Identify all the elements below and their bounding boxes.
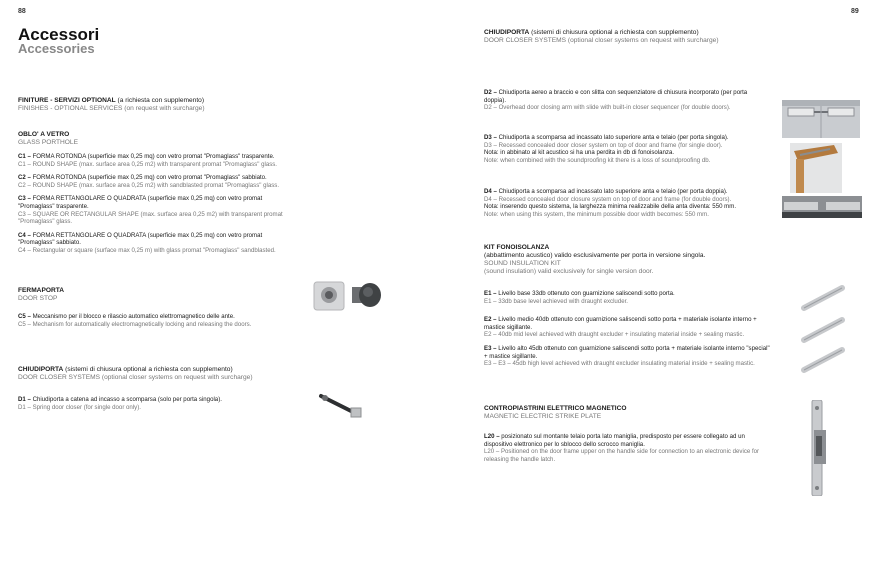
oblo-section: [18, 131, 290, 255]
e3-code: E3 –: [484, 344, 497, 352]
d2-en: D2 – Overhead door closing arm with slide with built-in closer sequencer (for double doors).: [484, 104, 731, 112]
contropiastrini-heading: CONTROPIASTRINI ELETTRICO MAGNETICO: [484, 405, 627, 412]
d3-en: D3 – Recessed concealed door closer system on top of door and frame (for single door).: [484, 141, 723, 149]
d4-note-en: Note: when using this system, the minimum possible door width becomes: 550 mm.: [484, 210, 709, 218]
d3-item: [484, 134, 766, 164]
kit-heading-en: SOUND INSULATION KIT: [484, 260, 561, 267]
oblo-item-code: C4 –: [18, 231, 31, 239]
finiture-section: [18, 97, 298, 113]
oblo-item-en: C4 – Rectangular or square (surface max 0,25 m) with glass promat "Promaglass" sandblasted.: [18, 246, 276, 254]
fermaporta-item-en: C5 – Mechanism for automatically electromagnetically locking and releasing the doors.: [18, 320, 252, 328]
door-stop-image: [312, 279, 384, 313]
d3-it: Chiudiporta a scomparsa ad incassato lato superiore anta e telaio (per porta singola).: [496, 134, 729, 141]
e2-code: E2 –: [484, 316, 497, 324]
page-title: Accessori: [18, 25, 100, 44]
e2-it: Livello medio 40db ottenuto con guarnizione saliscendi sotto porta + materiale isolante interno + mastice sigillante.: [484, 316, 757, 331]
d4-item: [484, 188, 774, 218]
chiudiporta-heading-left: [18, 366, 318, 374]
oblo-item-it: FORMA RETTANGOLARE O QUADRATA (superficie max 0,25 mq) con vetro promat "Promaglass" trasparente.: [18, 195, 263, 210]
oblo-item-en: C2 – ROUND SHAPE (max. surface area 0,25 m2) with sandblasted promat "Promaglass" glass.: [18, 181, 280, 189]
l20-en: L20 – Positioned on the door frame upper on the handle side for connection to an electronic device for releasing the handle latch.: [484, 448, 760, 463]
page-number-right: 89: [851, 8, 859, 15]
oblo-item-it: FORMA ROTONDA (superficie max 0,25 mq) con vetro promat "Promaglass" sabbiato.: [30, 174, 267, 182]
d3-note-en: Note: when combined with the soundproofing kit there is a loss of soundproofing db.: [484, 156, 711, 164]
seal-e1-image: [800, 284, 846, 312]
kit-heading-en2: (sound insulation) valid exclusively for single version door.: [484, 268, 654, 275]
d1-it: Chiudiporta a catena ad incasso a scomparsa (solo per porta singola).: [30, 396, 222, 403]
oblo-item: [18, 174, 290, 189]
oblo-item: [18, 195, 290, 225]
oblo-item-code: C2 –: [18, 174, 31, 182]
e1-it: Livello base 33db ottenuto con guarnizione saliscendi sotto porta.: [496, 290, 675, 297]
chiudiporta-left-section: [18, 366, 318, 411]
fermaporta-heading: FERMAPORTA: [18, 287, 65, 294]
e3-en: E3 – E3 – 45db high level achieved with draught excluder insulating material inside + sealing mastic.: [484, 360, 755, 368]
chiudiporta-right-section: [484, 29, 784, 45]
contropiastrini-section: [484, 405, 762, 463]
kit-heading-it2: (abbattimento acustico) valido esclusivamente per porta in versione singola.: [484, 252, 706, 259]
d2-code: D2 –: [484, 89, 497, 96]
d2-item: [484, 89, 766, 112]
kit-heading: KIT FONOISOLANZA: [484, 244, 550, 251]
oblo-item: [18, 153, 290, 168]
fermaporta-section: [18, 287, 298, 328]
oblo-heading-en: GLASS PORTHOLE: [18, 139, 78, 146]
d1-code: D1 –: [18, 396, 31, 403]
contropiastrini-heading-en: MAGNETIC ELECTRIC STRIKE PLATE: [484, 413, 602, 420]
oblo-item-it: FORMA ROTONDA (superficie max 0,25 mq) con vetro promat "Promaglass" trasparente.: [30, 153, 275, 160]
spring-closer-image: [317, 392, 365, 420]
oblo-item-code: C3 –: [18, 195, 31, 203]
oblo-item: [18, 232, 290, 255]
chiudiporta-heading-en-left: DOOR CLOSER SYSTEMS (optional closer systems on request with surcharge): [18, 374, 253, 381]
d3-code: D3 –: [484, 134, 497, 141]
oblo-item-code: C1 –: [18, 153, 31, 160]
d4-code: D4 –: [484, 188, 497, 195]
e1-code: E1 –: [484, 290, 497, 297]
d3-note-it: Nota: in abbinato al kit acustico si ha una perdita in db di fonoisolanza.: [484, 149, 675, 157]
chiudiporta-heading-bold: CHIUDIPORTA: [18, 366, 64, 373]
oblo-item-en: C3 – SQUARE OR RECTANGULAR SHAPE (max. surface area 0,25 m2) with transparent promat "Promaglass" glass.: [18, 210, 283, 226]
oblo-item-en: C1 – ROUND SHAPE (max. surface area 0,25 m2) with transparent promat "Promaglass" glass.: [18, 160, 278, 168]
e3-it: Livello alto 45db ottenuto con guarnizione saliscendi sotto porta + materiale isolante interno "special" + mastice sigillante.: [484, 344, 770, 360]
oblo-heading: OBLO' A VETRO: [18, 131, 70, 138]
overhead-closer-image: [782, 100, 860, 138]
l20-code: L20 –: [484, 433, 500, 440]
finiture-heading-en: FINISHES - OPTIONAL SERVICES (on request with surcharge): [18, 105, 205, 112]
page-number-left: 88: [18, 8, 26, 15]
kit-section: [484, 244, 774, 368]
d2-it: Chiudiporta aereo a braccio e con slitta con sequenziatore di chiusura incorporato (per porta doppia).: [484, 89, 748, 104]
concealed-double-closer-image: [782, 196, 862, 218]
e2-en: E2 – 40db mid level achieved with draught excluder + insulating material inside + sealing mastic.: [484, 331, 745, 339]
finiture-heading: [18, 97, 298, 105]
d1-en: D1 – Spring door closer (for single door only).: [18, 403, 141, 411]
finiture-heading-rest: (a richiesta con supplemento): [115, 97, 205, 104]
finiture-heading-bold: FINITURE - SERVIZI OPTIONAL: [18, 97, 116, 104]
d4-en: D4 – Recessed concealed door closure system on top of door and frame (for double doors).: [484, 195, 732, 203]
chiudiporta-heading-rest-right: (sistemi di chiusura optional a richiesta con supplemento): [529, 29, 699, 36]
e1-en: E1 – 33db base level achieved with draught excluder.: [484, 297, 628, 305]
l20-it: posizionato sul montante telaio porta lato maniglia, predisposto per essere collegato ad un dispositivo elettronico per lo sblocco dello scrocco maniglia.: [484, 433, 745, 448]
fermaporta-item-it: Meccanismo per il blocco e rilascio automatico elettromagnetico delle ante.: [30, 313, 235, 320]
chiudiporta-heading-rest: (sistemi di chiusura optional a richiesta con supplemento): [63, 366, 233, 373]
seal-e2-image: [800, 316, 846, 344]
strike-plate-image: [806, 400, 828, 496]
oblo-item-it: FORMA RETTANGOLARE O QUADRATA (superficie max 0,25 mq) con vetro promat "Promaglass" sabbiato.: [18, 231, 263, 247]
chiudiporta-heading-en-right: DOOR CLOSER SYSTEMS (optional closer systems on request with surcharge): [484, 37, 719, 44]
d4-note-it: Nota: inserendo questo sistema, la larghezza minima realizzabile della anta diventa: 550 mm.: [484, 203, 737, 211]
fermaporta-item-code: C5 –: [18, 313, 31, 320]
chiudiporta-heading-bold-right: CHIUDIPORTA: [484, 29, 530, 36]
concealed-closer-image: [790, 143, 842, 193]
page-subtitle: Accessories: [18, 41, 95, 56]
d4-it: Chiudiporta a scomparsa ad incassato lato superiore anta e telaio (per porta doppia).: [496, 188, 728, 195]
seal-e3-image: [800, 346, 846, 374]
fermaporta-heading-en: DOOR STOP: [18, 295, 58, 302]
